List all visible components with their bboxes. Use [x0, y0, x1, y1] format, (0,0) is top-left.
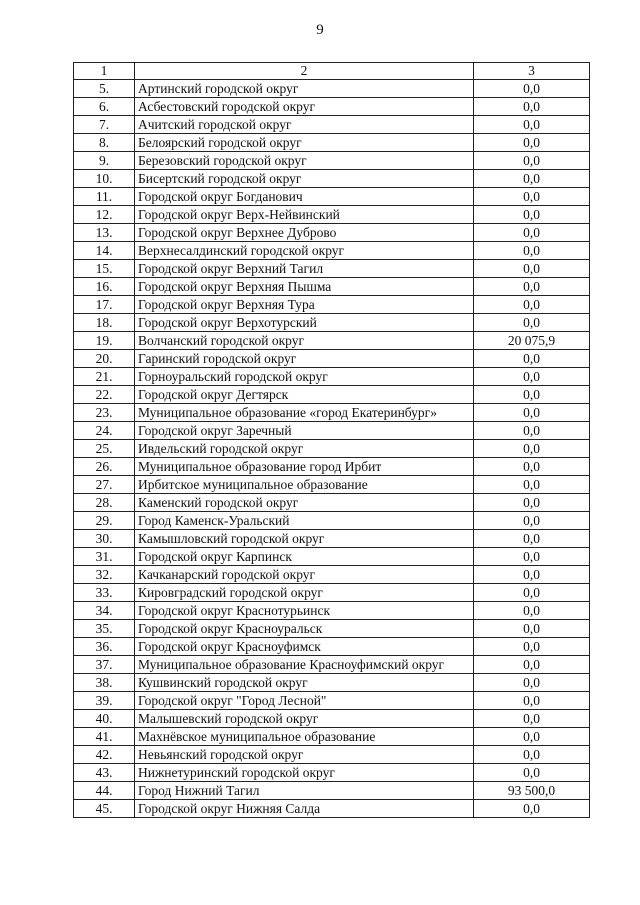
row-number-cell: 37. [74, 656, 135, 674]
municipality-name-cell: Березовский городской округ [135, 152, 474, 170]
amount-cell: 0,0 [474, 242, 590, 260]
table-row [74, 278, 590, 296]
amount-cell: 20 075,9 [474, 332, 590, 350]
allocation-table [73, 62, 590, 818]
table-row [74, 98, 590, 116]
table-row [74, 476, 590, 494]
row-number-cell: 32. [74, 566, 135, 584]
amount-cell: 0,0 [474, 152, 590, 170]
amount-cell: 0,0 [474, 440, 590, 458]
amount-cell: 0,0 [474, 260, 590, 278]
row-number-cell: 22. [74, 386, 135, 404]
table-row [74, 350, 590, 368]
municipality-name-cell: Городской округ Богданович [135, 188, 474, 206]
row-number-cell: 15. [74, 260, 135, 278]
municipality-name-cell: Каменский городской округ [135, 494, 474, 512]
municipality-name-cell: Городской округ Верхняя Тура [135, 296, 474, 314]
row-number-cell: 26. [74, 458, 135, 476]
table-row [74, 746, 590, 764]
table-row [74, 638, 590, 656]
table-row [74, 386, 590, 404]
row-number-cell: 19. [74, 332, 135, 350]
amount-cell: 0,0 [474, 494, 590, 512]
header-column-value: 3 [474, 63, 590, 80]
table-header [74, 63, 590, 80]
amount-cell: 0,0 [474, 764, 590, 782]
header-row [74, 63, 590, 80]
municipality-name-cell: Гаринский городской округ [135, 350, 474, 368]
row-number-cell: 12. [74, 206, 135, 224]
municipality-name-cell: Горноуральский городской округ [135, 368, 474, 386]
municipality-name-cell: Муниципальное образование Красноуфимский округ [135, 656, 474, 674]
municipality-name-cell: Верхнесалдинский городской округ [135, 242, 474, 260]
municipality-name-cell: Городской округ Верхний Тагил [135, 260, 474, 278]
municipality-name-cell: Городской округ Верх-Нейвинский [135, 206, 474, 224]
table-row [74, 530, 590, 548]
table-row [74, 458, 590, 476]
table-row [74, 548, 590, 566]
municipality-name-cell: Городской округ Красноуфимск [135, 638, 474, 656]
table-row [74, 656, 590, 674]
row-number-cell: 20. [74, 350, 135, 368]
amount-cell: 0,0 [474, 134, 590, 152]
municipality-name-cell: Муниципальное образование «город Екатеринбург» [135, 404, 474, 422]
amount-cell: 0,0 [474, 188, 590, 206]
amount-cell: 0,0 [474, 548, 590, 566]
amount-cell: 0,0 [474, 404, 590, 422]
municipality-name-cell: Ивдельский городской округ [135, 440, 474, 458]
table-row [74, 260, 590, 278]
municipality-name-cell: Невьянский городской округ [135, 746, 474, 764]
row-number-cell: 24. [74, 422, 135, 440]
row-number-cell: 30. [74, 530, 135, 548]
table-body [74, 80, 590, 818]
amount-cell: 0,0 [474, 602, 590, 620]
municipality-name-cell: Город Каменск-Уральский [135, 512, 474, 530]
row-number-cell: 9. [74, 152, 135, 170]
row-number-cell: 29. [74, 512, 135, 530]
table-row [74, 116, 590, 134]
row-number-cell: 43. [74, 764, 135, 782]
amount-cell: 0,0 [474, 674, 590, 692]
row-number-cell: 23. [74, 404, 135, 422]
row-number-cell: 5. [74, 80, 135, 98]
row-number-cell: 41. [74, 728, 135, 746]
table-row [74, 404, 590, 422]
municipality-name-cell: Нижнетуринский городской округ [135, 764, 474, 782]
amount-cell: 0,0 [474, 278, 590, 296]
row-number-cell: 21. [74, 368, 135, 386]
row-number-cell: 34. [74, 602, 135, 620]
table-row [74, 800, 590, 818]
table-row [74, 332, 590, 350]
municipality-name-cell: Муниципальное образование город Ирбит [135, 458, 474, 476]
table-row [74, 764, 590, 782]
table-row [74, 224, 590, 242]
table-row [74, 728, 590, 746]
amount-cell: 0,0 [474, 296, 590, 314]
municipality-name-cell: Белоярский городской округ [135, 134, 474, 152]
table-row [74, 368, 590, 386]
table-row [74, 314, 590, 332]
amount-cell: 0,0 [474, 350, 590, 368]
table-row [74, 566, 590, 584]
municipality-name-cell: Городской округ Верхняя Пышма [135, 278, 474, 296]
amount-cell: 0,0 [474, 314, 590, 332]
table-row [74, 692, 590, 710]
row-number-cell: 18. [74, 314, 135, 332]
table-row [74, 494, 590, 512]
amount-cell: 0,0 [474, 458, 590, 476]
table-row [74, 620, 590, 638]
municipality-name-cell: Бисертский городской округ [135, 170, 474, 188]
amount-cell: 0,0 [474, 206, 590, 224]
municipality-name-cell: Волчанский городской округ [135, 332, 474, 350]
row-number-cell: 6. [74, 98, 135, 116]
municipality-name-cell: Качканарский городской округ [135, 566, 474, 584]
table-row [74, 782, 590, 800]
municipality-name-cell: Асбестовский городской округ [135, 98, 474, 116]
table-row [74, 170, 590, 188]
row-number-cell: 16. [74, 278, 135, 296]
row-number-cell: 14. [74, 242, 135, 260]
row-number-cell: 7. [74, 116, 135, 134]
table-row [74, 584, 590, 602]
amount-cell: 0,0 [474, 170, 590, 188]
row-number-cell: 27. [74, 476, 135, 494]
municipality-name-cell: Городской округ Красноуральск [135, 620, 474, 638]
page-number: 9 [316, 22, 324, 38]
table-row [74, 188, 590, 206]
table-row [74, 602, 590, 620]
row-number-cell: 28. [74, 494, 135, 512]
amount-cell: 0,0 [474, 98, 590, 116]
amount-cell: 0,0 [474, 224, 590, 242]
row-number-cell: 25. [74, 440, 135, 458]
row-number-cell: 45. [74, 800, 135, 818]
municipality-name-cell: Камышловский городской округ [135, 530, 474, 548]
row-number-cell: 10. [74, 170, 135, 188]
amount-cell: 0,0 [474, 476, 590, 494]
table-row [74, 242, 590, 260]
amount-cell: 0,0 [474, 620, 590, 638]
municipality-name-cell: Городской округ Краснотурьинск [135, 602, 474, 620]
municipality-name-cell: Городской округ Верхотурский [135, 314, 474, 332]
amount-cell: 0,0 [474, 584, 590, 602]
municipality-name-cell: Город Нижний Тагил [135, 782, 474, 800]
amount-cell: 0,0 [474, 692, 590, 710]
amount-cell: 0,0 [474, 800, 590, 818]
municipality-name-cell: Махнёвское муниципальное образование [135, 728, 474, 746]
amount-cell: 0,0 [474, 728, 590, 746]
municipality-name-cell: Городской округ Карпинск [135, 548, 474, 566]
amount-cell: 0,0 [474, 746, 590, 764]
amount-cell: 0,0 [474, 512, 590, 530]
amount-cell: 0,0 [474, 386, 590, 404]
amount-cell: 0,0 [474, 422, 590, 440]
amount-cell: 93 500,0 [474, 782, 590, 800]
amount-cell: 0,0 [474, 710, 590, 728]
row-number-cell: 8. [74, 134, 135, 152]
amount-cell: 0,0 [474, 656, 590, 674]
municipality-name-cell: Городской округ "Город Лесной" [135, 692, 474, 710]
table-row [74, 440, 590, 458]
amount-cell: 0,0 [474, 566, 590, 584]
row-number-cell: 44. [74, 782, 135, 800]
municipality-name-cell: Ирбитское муниципальное образование [135, 476, 474, 494]
amount-cell: 0,0 [474, 530, 590, 548]
amount-cell: 0,0 [474, 80, 590, 98]
table-row [74, 152, 590, 170]
row-number-cell: 17. [74, 296, 135, 314]
table-row [74, 674, 590, 692]
table-row [74, 80, 590, 98]
municipality-name-cell: Артинский городской округ [135, 80, 474, 98]
municipality-name-cell: Кировградский городской округ [135, 584, 474, 602]
municipality-name-cell: Городской округ Дегтярск [135, 386, 474, 404]
table-row [74, 512, 590, 530]
row-number-cell: 40. [74, 710, 135, 728]
header-column-name: 2 [135, 63, 474, 80]
amount-cell: 0,0 [474, 116, 590, 134]
row-number-cell: 38. [74, 674, 135, 692]
header-column-number: 1 [74, 63, 135, 80]
table-row [74, 422, 590, 440]
table-row [74, 296, 590, 314]
row-number-cell: 33. [74, 584, 135, 602]
table-row [74, 710, 590, 728]
row-number-cell: 36. [74, 638, 135, 656]
amount-cell: 0,0 [474, 638, 590, 656]
row-number-cell: 39. [74, 692, 135, 710]
row-number-cell: 42. [74, 746, 135, 764]
row-number-cell: 31. [74, 548, 135, 566]
municipality-name-cell: Ачитский городской округ [135, 116, 474, 134]
municipality-name-cell: Городской округ Нижняя Салда [135, 800, 474, 818]
municipality-name-cell: Кушвинский городской округ [135, 674, 474, 692]
municipality-name-cell: Городской округ Заречный [135, 422, 474, 440]
row-number-cell: 13. [74, 224, 135, 242]
row-number-cell: 35. [74, 620, 135, 638]
municipality-name-cell: Городской округ Верхнее Дуброво [135, 224, 474, 242]
row-number-cell: 11. [74, 188, 135, 206]
table-row [74, 134, 590, 152]
amount-cell: 0,0 [474, 368, 590, 386]
table-row [74, 206, 590, 224]
municipality-name-cell: Малышевский городской округ [135, 710, 474, 728]
